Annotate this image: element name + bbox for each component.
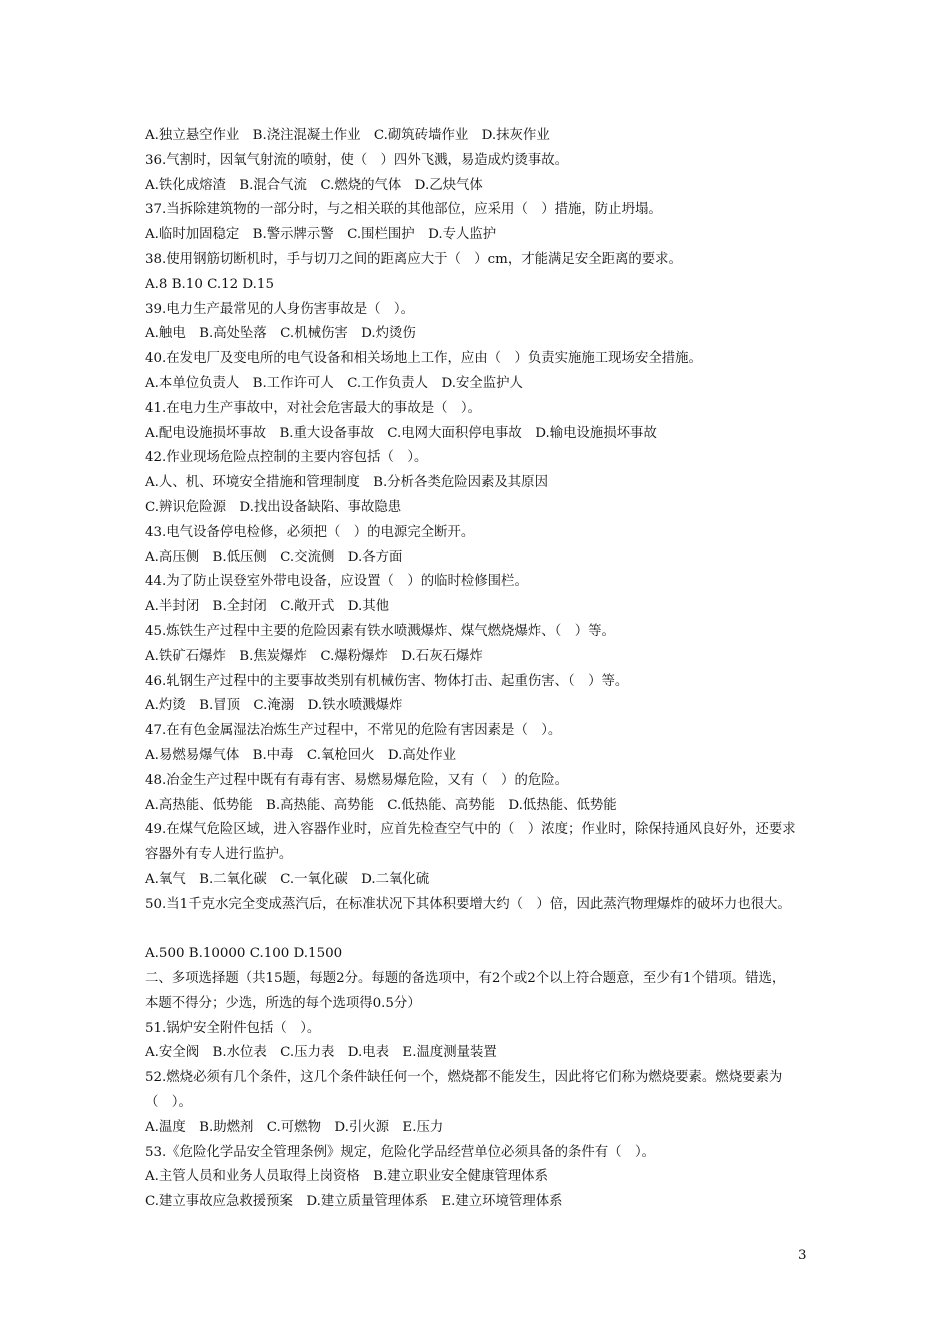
text-line: 51.锅炉安全附件包括（ ）。	[145, 1020, 321, 1036]
text-line: 45.炼铁生产过程中主要的危险因素有铁水喷溅爆炸、煤气燃烧爆炸、（ ）等。	[145, 623, 615, 639]
text-line: 容器外有专人进行监护。	[145, 847, 293, 863]
text-line: A.铁化成熔渣 B.混合气流 C.燃烧的气体 D.乙炔气体	[145, 177, 483, 193]
text-line: A.配电设施损坏事故 B.重大设备事故 C.电网大面积停电事故 D.输电设施损坏事故	[145, 425, 657, 441]
text-line: （ ）。	[145, 1095, 192, 1111]
text-line: 39.电力生产最常见的人身伤害事故是（ ）。	[145, 301, 415, 317]
text-line: 本题不得分；少选，所选的每个选项得0.5分）	[145, 995, 421, 1011]
text-line: A.人、机、环境安全措施和管理制度 B.分析各类危险因素及其原因	[145, 475, 548, 491]
text-line: A.独立悬空作业 B.浇注混凝土作业 C.砌筑砖墙作业 D.抹灰作业	[145, 128, 550, 143]
text-line: 47.在有色金属湿法冶炼生产过程中，不常见的危险有害因素是（ ）。	[145, 723, 562, 739]
text-line: A.铁矿石爆炸 B.焦炭爆炸 C.爆粉爆炸 D.石灰石爆炸	[145, 648, 483, 664]
document-body	[145, 124, 810, 1215]
text-line: A.临时加固稳定 B.警示牌示警 C.围栏围护 D.专人监护	[145, 227, 497, 243]
text-line: 48.冶金生产过程中既有有毒有害、易燃易爆危险，又有（ ）的危险。	[145, 772, 569, 788]
text-line: A.高压侧 B.低压侧 C.交流侧 D.各方面	[145, 549, 403, 565]
text-line: A.半封闭 B.全封闭 C.敞开式 D.其他	[145, 599, 390, 615]
text-line: 36.气割时，因氧气射流的喷射，使（ ）四外飞溅，易造成灼烫事故。	[145, 152, 569, 168]
text-line: 52.燃烧必须有几个条件，这几个条件缺任何一个，燃烧都不能发生，因此将它们称为燃烧要素。燃烧要素为	[145, 1070, 783, 1086]
text-line: 49.在煤气危险区域，进入容器作业时，应首先检查空气中的（ ）浓度；作业时，除保持通风良好外，还要求	[145, 822, 796, 838]
text-line: 40.在发电厂及变电所的电气设备和相关场地上工作，应由（ ）负责实施施工现场安全措施。	[145, 351, 702, 367]
page-number: 3	[798, 1248, 807, 1263]
text-line: 43.电气设备停电检修，必须把（ ）的电源完全断开。	[145, 524, 475, 540]
blank-line	[145, 918, 810, 943]
text-line: A.本单位负责人 B.工作许可人 C.工作负责人 D.安全监护人	[145, 375, 523, 391]
text-line: 38.使用钢筋切断机时，手与切刀之间的距离应大于（ ）cm，才能满足安全距离的要求。	[145, 251, 682, 267]
text-line: C.建立事故应急救援预案 D.建立质量管理体系 E.建立环境管理体系	[145, 1194, 563, 1210]
text-line: A.安全阀 B.水位表 C.压力表 D.电表 E.温度测量装置	[145, 1045, 497, 1061]
text-line: A.高热能、低势能 B.高热能、高势能 C.低热能、高势能 D.低热能、低势能	[145, 797, 617, 813]
text-line: A.主管人员和业务人员取得上岗资格 B.建立职业安全健康管理体系	[145, 1169, 548, 1185]
text-line: A.氧气 B.二氧化碳 C.一氧化碳 D.二氧化硫	[145, 871, 430, 887]
text-line: C.辨识危险源 D.找出设备缺陷、事故隐患	[145, 499, 402, 515]
text-line: A.易燃易爆气体 B.中毒 C.氧枪回火 D.高处作业	[145, 747, 456, 763]
text-line: A.触电 B.高处坠落 C.机械伤害 D.灼烫伤	[145, 326, 416, 342]
text-line: 42.作业现场危险点控制的主要内容包括（ ）。	[145, 450, 428, 466]
text-line: 44.为了防止误登室外带电设备，应设置（ ）的临时检修围栏。	[145, 574, 528, 590]
text-line: 53.《危险化学品安全管理条例》规定，危险化学品经营单位必须具备的条件有（ ）。	[145, 1144, 656, 1160]
text-line: A.8 B.10 C.12 D.15	[145, 276, 274, 292]
text-line: 37.当拆除建筑物的一部分时，与之相关联的其他部位，应采用（ ）措施，防止坍塌。	[145, 202, 662, 218]
text-line: 50.当1千克水完全变成蒸汽后，在标准状况下其体积要增大约（ ）倍，因此蒸汽物理爆炸的破坏力也很大。	[145, 896, 791, 912]
text-line: 二、多项选择题（共15题，每题2分。每题的备选项中，有2个或2个以上符合题意，至少有1个错项。错选，	[145, 971, 786, 987]
text-line: 46.轧钢生产过程中的主要事故类别有机械伤害、物体打击、起重伤害、（ ）等。	[145, 673, 629, 689]
text-line: 41.在电力生产事故中，对社会危害最大的事故是（ ）。	[145, 400, 481, 416]
text-line: A.500 B.10000 C.100 D.1500	[145, 946, 343, 962]
text-line: A.灼烫 B.冒顶 C.淹溺 D.铁水喷溅爆炸	[145, 698, 403, 714]
text-line: A.温度 B.助燃剂 C.可燃物 D.引火源 E.压力	[145, 1119, 444, 1135]
